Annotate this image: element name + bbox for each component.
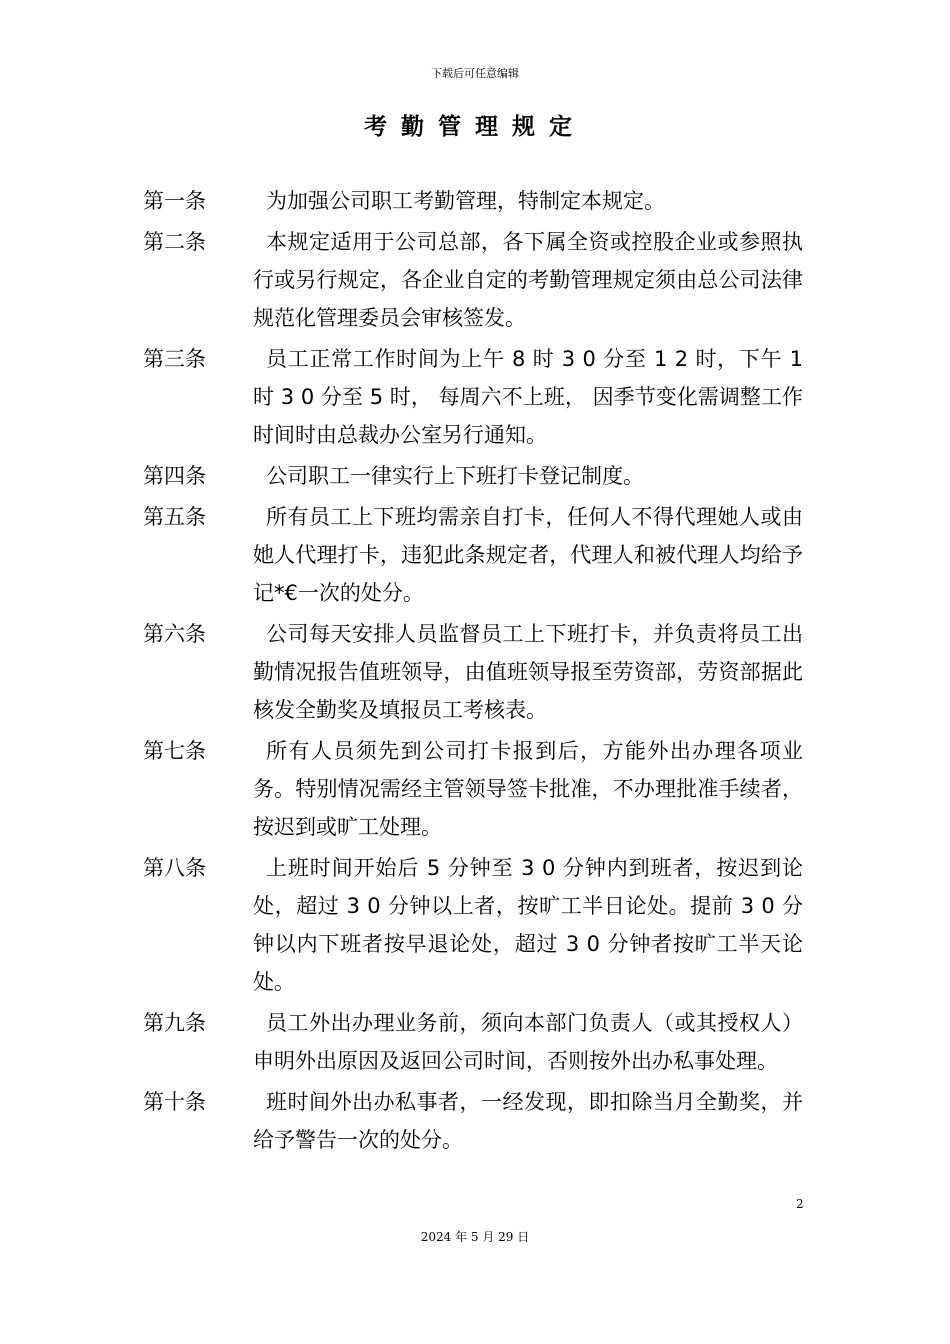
article-2	[143, 223, 803, 337]
article-4	[143, 457, 803, 495]
article-text: 上班时间开始后 5 分钟至 3 0 分钟内到班者，按迟到论处，超过 3 0 分钟以上者，按旷工半日论处。提前 3 0 分钟以内下班者按早退论处，超过 3 0 分钟者按旷工半天论处。	[253, 856, 803, 994]
article-label: 第七条	[143, 739, 206, 763]
footer-date: 2024 年 5 月 29 日	[420, 1230, 530, 1244]
article-text: 公司职工一律实行上下班打卡登记制度。	[266, 464, 644, 488]
article-6	[143, 615, 803, 729]
header-note: 下载后可任意编辑	[431, 67, 519, 80]
article-1	[143, 182, 803, 220]
article-7	[143, 732, 803, 846]
article-text: 班时间外出办私事者，一经发现，即扣除当月全勤奖，并给予警告一次的处分。	[253, 1090, 803, 1152]
article-10	[143, 1083, 803, 1159]
article-label: 第九条	[143, 1011, 206, 1035]
article-text: 所有人员须先到公司打卡报到后，方能外出办理各项业务。特别情况需经主管领导签卡批准，不办理批准手续者，按迟到或旷工处理。	[253, 739, 803, 839]
article-label: 第二条	[143, 230, 206, 254]
articles-list	[143, 182, 803, 1162]
article-label: 第四条	[143, 464, 206, 488]
article-text: 员工外出办理业务前，须向本部门负责人（或其授权人）申明外出原因及返回公司时间，否则按外出办私事处理。	[253, 1011, 803, 1073]
article-label: 第八条	[143, 856, 206, 880]
article-text: 所有员工上下班均需亲自打卡，任何人不得代理她人或由她人代理打卡，违犯此条规定者，代理人和被代理人均给予记*€一次的处分。	[253, 505, 803, 605]
page-number: 2	[796, 1197, 804, 1211]
article-text: 员工正常工作时间为上午 8 时 3 0 分至 1 2 时，下午 1 时 3 0 分至 5 时， 每周六不上班， 因季节变化需调整工作时间时由总裁办公室另行通知。	[253, 347, 803, 447]
article-3	[143, 340, 803, 454]
article-label: 第十条	[143, 1090, 206, 1114]
article-label: 第一条	[143, 189, 206, 213]
article-5	[143, 498, 803, 612]
article-text: 公司每天安排人员监督员工上下班打卡，并负责将员工出勤情况报告值班领导，由值班领导报至劳资部，劳资部据此核发全勤奖及填报员工考核表。	[253, 622, 803, 722]
article-8	[143, 849, 803, 1001]
article-label: 第六条	[143, 622, 206, 646]
article-label: 第三条	[143, 347, 206, 371]
article-label: 第五条	[143, 505, 206, 529]
article-text: 为加强公司职工考勤管理，特制定本规定。	[266, 189, 665, 213]
article-9	[143, 1004, 803, 1080]
article-text: 本规定适用于公司总部，各下属全资或控股企业或参照执行或另行规定，各企业自定的考勤管理规定须由总公司法律规范化管理委员会审核签发。	[253, 230, 803, 330]
document-title: 考勤管理规定	[364, 114, 586, 140]
